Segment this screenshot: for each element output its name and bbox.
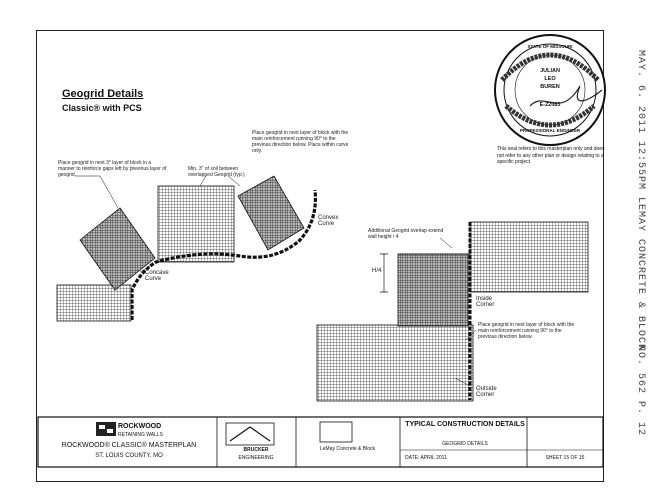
seal-name-3: BUREN <box>540 84 560 90</box>
fax-header-line2: NO. 562 P. 12 <box>635 345 646 437</box>
drawing-title: Geogrid Details <box>62 88 144 100</box>
label-convex-curve: Convex Curve <box>318 215 339 227</box>
rockwood-logo-icon <box>96 422 116 436</box>
label-inside-corner: Inside Corner <box>476 296 495 308</box>
brucker-logo-icon <box>226 423 274 445</box>
label-outside-corner: Outside Corner <box>476 386 497 398</box>
drawing-subtitle: Classic® with PCS <box>62 103 142 113</box>
seal-ring-top: STATE OF MISSOURI <box>527 44 573 49</box>
seal-ring-bottom: PROFESSIONAL ENGINEER <box>519 128 581 133</box>
seal-disclaimer: This seal refers to this masterplan only and does not refer to any other plan or design relating to a specific project. <box>497 146 605 165</box>
seal-name-1: JULIAN <box>540 68 560 74</box>
tb-brand-sub: RETAINING WALLS <box>118 432 164 438</box>
fax-header-line1: MAY. 6. 2011 12:55PM LEMAY CONCRETE & BLOCK <box>635 50 646 352</box>
note-overlap: Additional Geogrid overlap extend wall height / 4 <box>368 228 444 240</box>
tb-partner: LeMay Concrete & Block <box>319 446 376 452</box>
tb-firm-sub: ENGINEERING <box>238 455 274 461</box>
tb-plan-name: ROCKWOOD® CLASSIC® MASTERPLAN <box>61 442 197 449</box>
note-mid-top: Place geogrid in next layer of block with the main reinforcement running 90° to the previous direction below. Place within curve only. <box>252 130 349 154</box>
corner-wall-panels <box>317 222 588 401</box>
note-left: Place geogrid in next 3° layer of block in a manner to reinforce gaps left by previous layer of geogrid. <box>58 160 167 178</box>
label-h4: H/4 <box>372 268 382 274</box>
note-soil: Min. 3" of soil between overlapped Geogrid (typ.) <box>188 166 245 178</box>
tb-firm: BRUCKER <box>243 447 269 453</box>
tb-sheet-sub: GEOGRID DETAILS <box>442 441 488 447</box>
lemay-logo-icon <box>320 422 352 442</box>
tb-sheet-no: SHEET 15 OF 15 <box>545 455 585 461</box>
concave-curve-panels <box>57 176 304 321</box>
note-right-bottom: Place geogrid in next layer of block with the main reinforcement running 90° to the previous direction below. <box>478 322 575 340</box>
tb-brand: ROCKWOOD <box>118 423 162 430</box>
seal-number: E-22083 <box>539 102 561 108</box>
seal-name-2: LEO <box>544 76 556 82</box>
tb-sheet-title: TYPICAL CONSTRUCTION DETAILS <box>405 421 525 428</box>
label-concave-curve: Concave Curve <box>145 270 169 282</box>
tb-county: ST. LOUIS COUNTY, MO <box>95 453 163 459</box>
tb-date: DATE: APRIL 2011 <box>405 455 447 461</box>
